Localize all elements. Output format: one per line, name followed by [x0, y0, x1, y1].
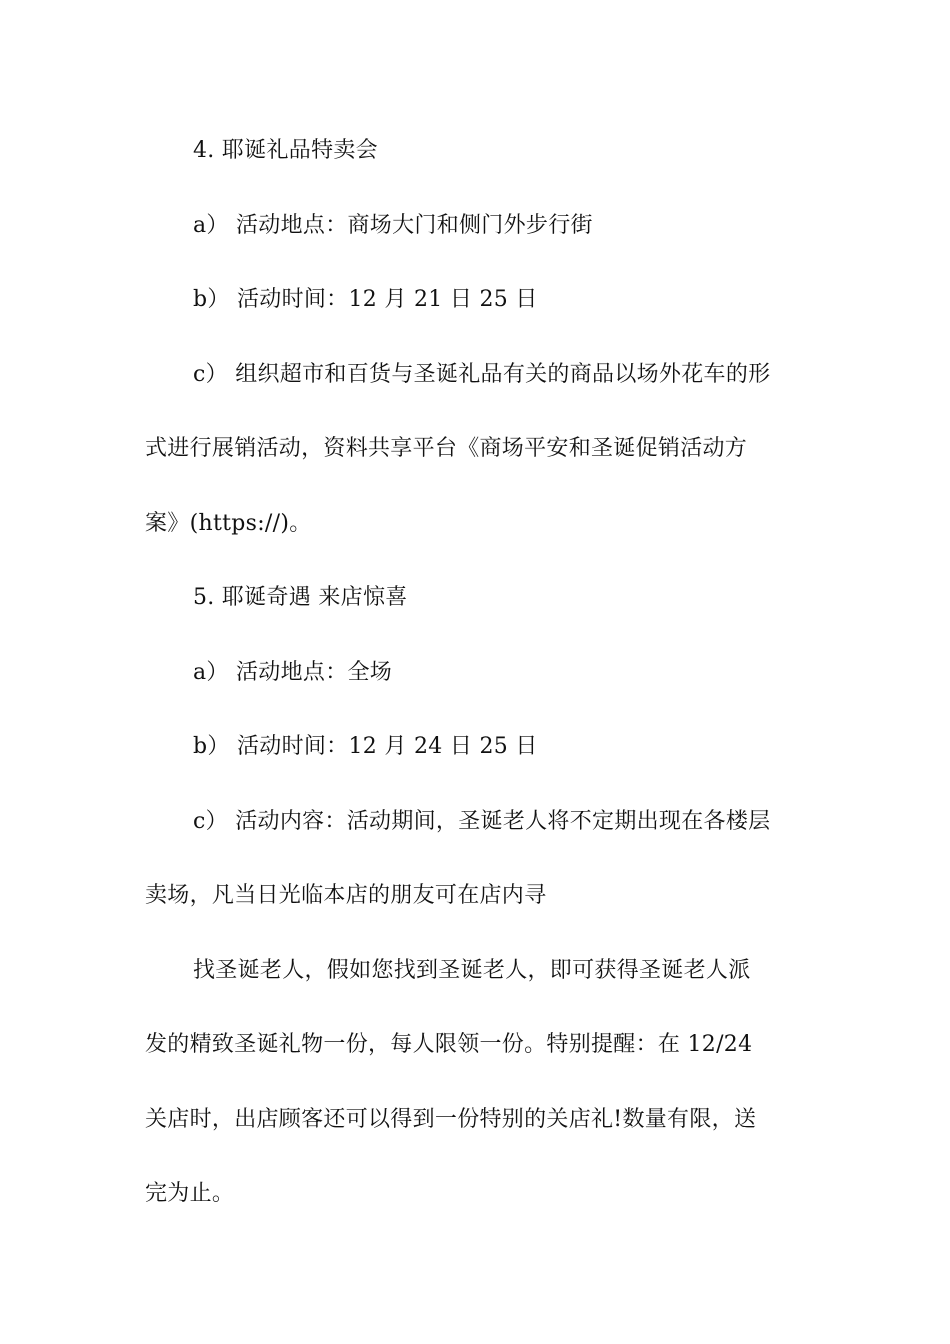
- paragraph-line: a） 活动地点：商场大门和侧门外步行街: [193, 212, 593, 238]
- paragraph-line: 关店时，出店顾客还可以得到一份特别的关店礼!数量有限，送: [145, 1106, 757, 1132]
- paragraph-line: a） 活动地点：全场: [193, 659, 393, 685]
- paragraph-line: 找圣诞老人，假如您找到圣诞老人，即可获得圣诞老人派: [193, 957, 751, 983]
- paragraph-line: 卖场，凡当日光临本店的朋友可在店内寻: [145, 883, 547, 908]
- paragraph-line: 式进行展销活动，资料共享平台《商场平安和圣诞促销活动方: [145, 436, 748, 461]
- paragraph-line: 发的精致圣诞礼物一份，每人限领一份。特别提醒：在 12/24: [145, 1032, 753, 1057]
- document-body: [145, 128, 810, 1246]
- paragraph-line: c） 活动内容：活动期间，圣诞老人将不定期出现在各楼层: [193, 808, 771, 834]
- paragraph-line: b） 活动时间：12 月 21 日 25 日: [193, 287, 538, 312]
- paragraph-line: 案》(https://)。: [145, 510, 312, 536]
- paragraph-line: 完为止。: [145, 1181, 235, 1206]
- paragraph-line: c） 组织超市和百货与圣诞礼品有关的商品以场外花车的形: [193, 361, 771, 387]
- section-heading-4: 4. 耶诞礼品特卖会: [193, 138, 378, 163]
- paragraph-line: b） 活动时间：12 月 24 日 25 日: [193, 734, 538, 759]
- section-heading-5: 5. 耶诞奇遇 来店惊喜: [193, 585, 408, 610]
